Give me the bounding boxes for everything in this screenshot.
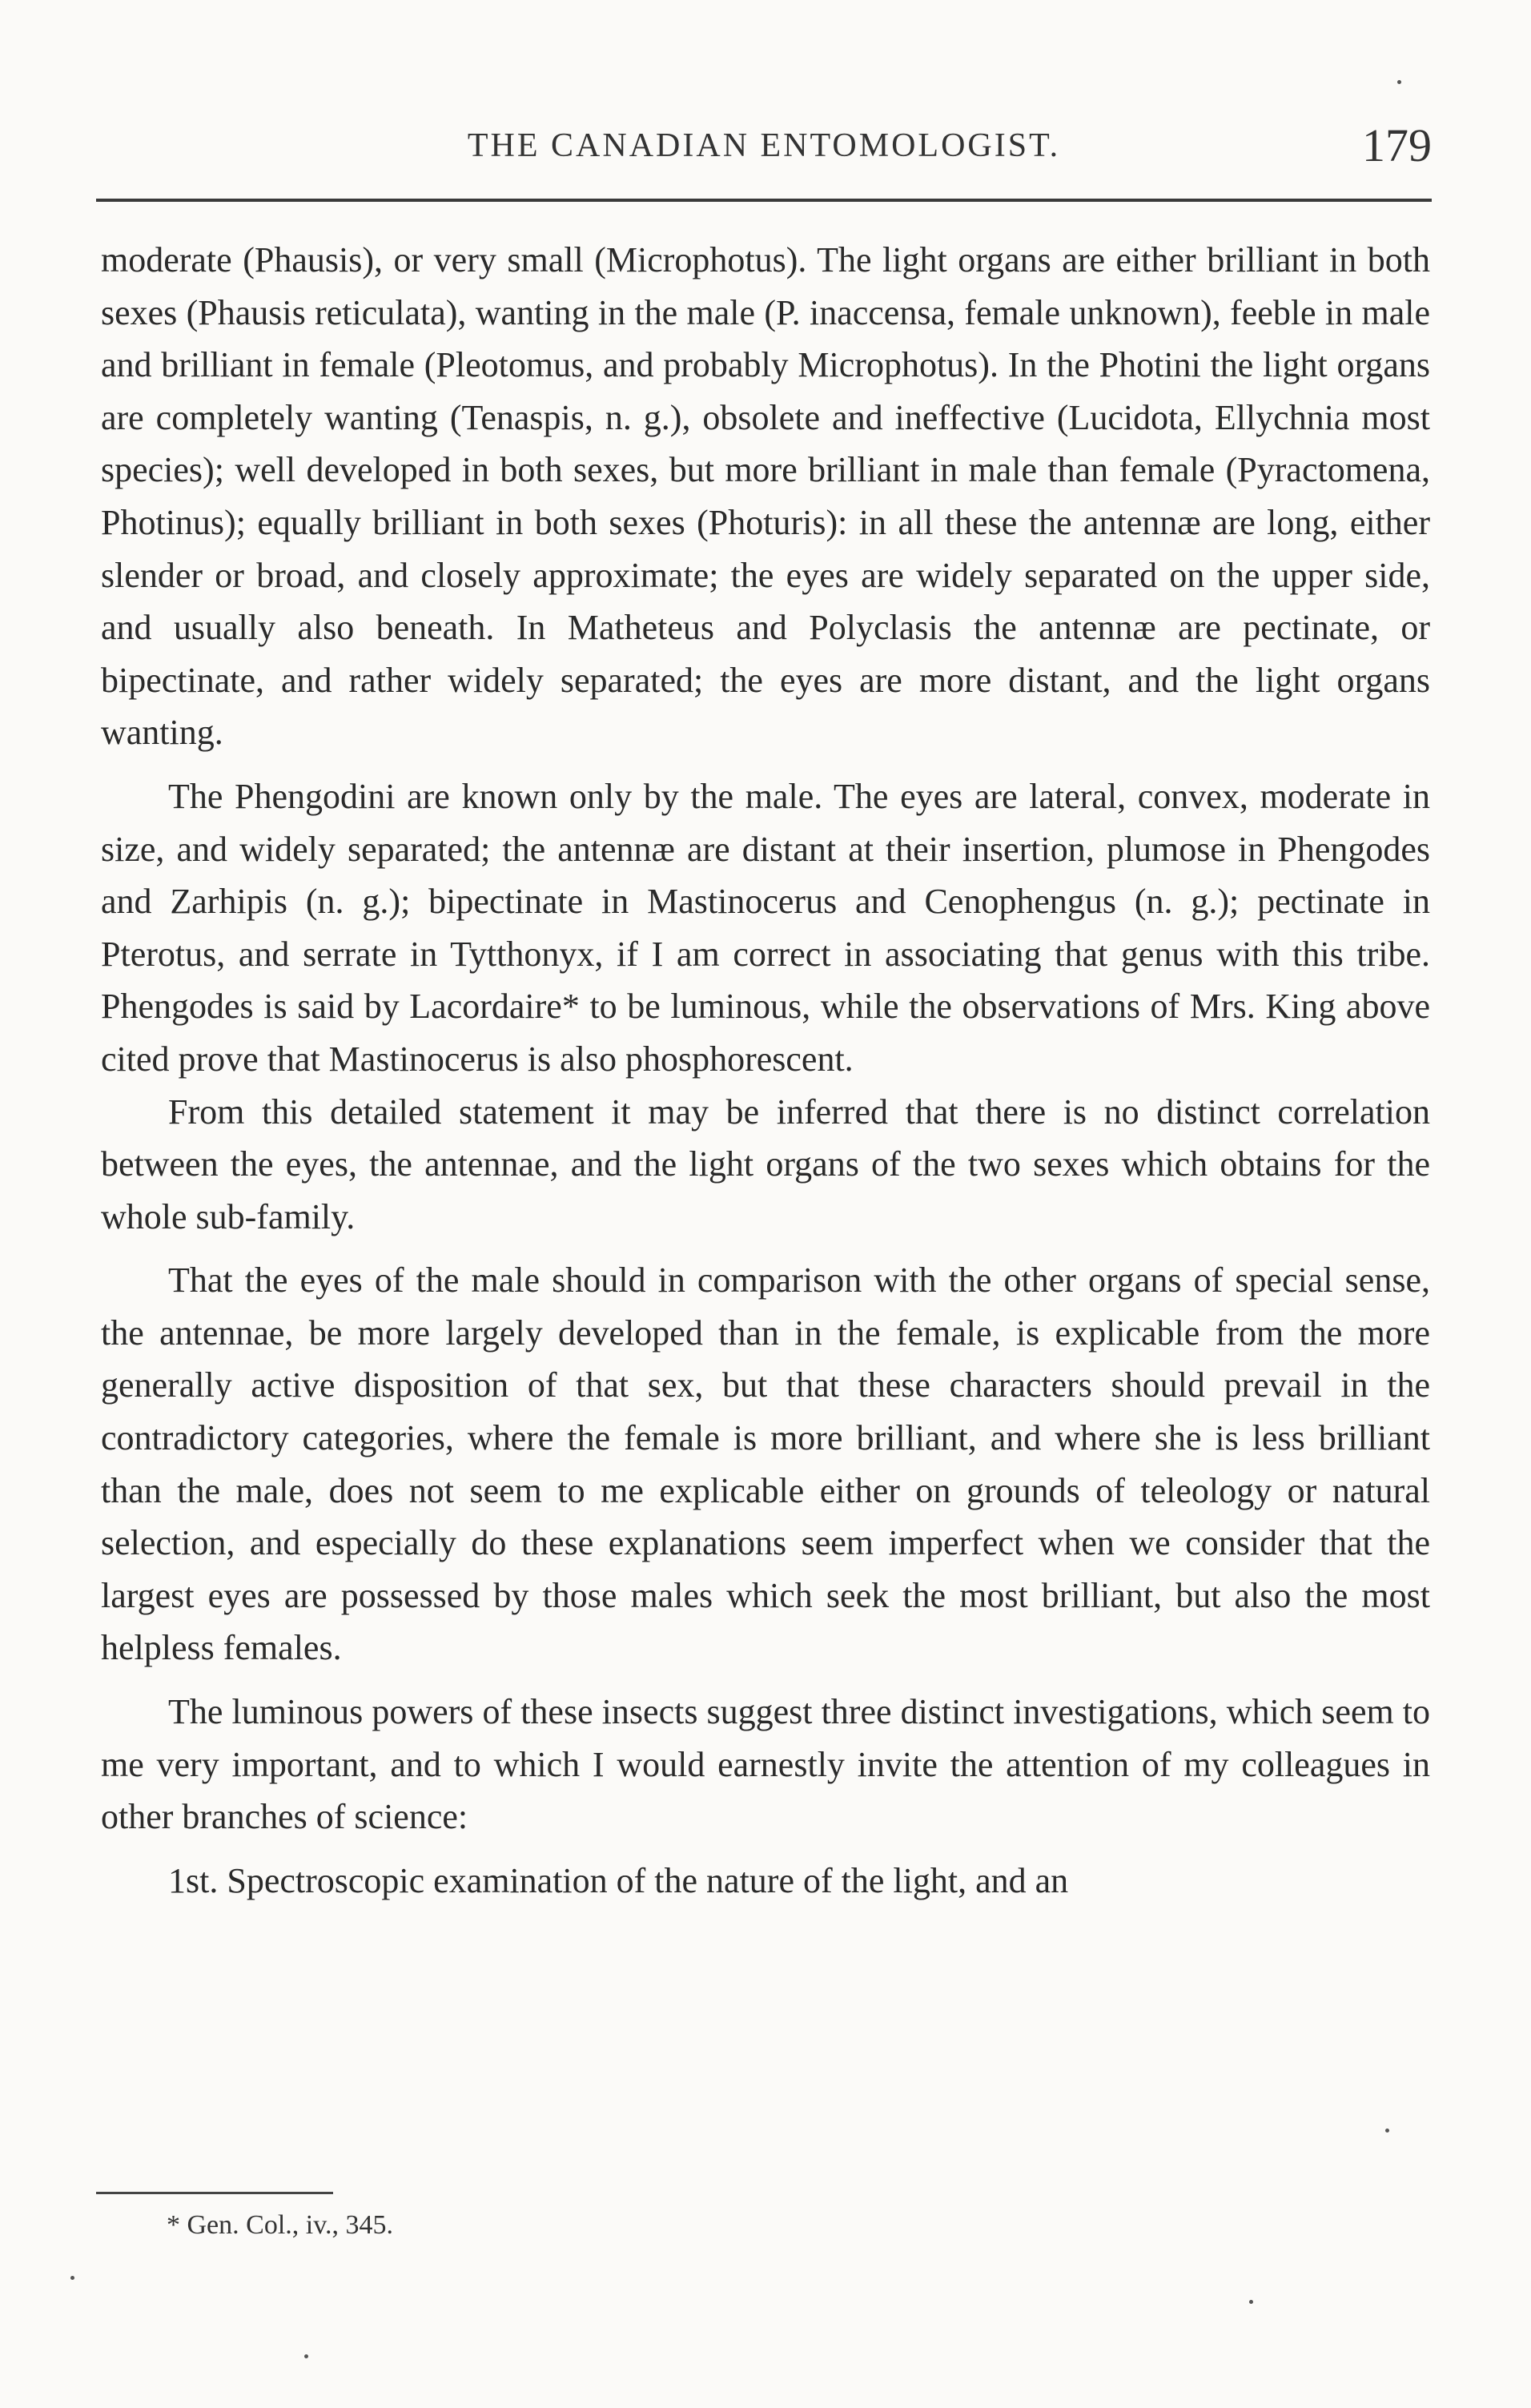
scan-speck [70, 2276, 74, 2280]
journal-title: THE CANADIAN ENTOMOLOGIST. [467, 127, 1061, 164]
footnote-rule [96, 2192, 333, 2194]
paragraph-photini: moderate (Phausis), or very small (Microphotus). The light organs are either brilliant in both sexes (Phausis reticulata), wanting in the male (P. inaccensa, female unknown), feeble in male and brilliant in female (Pleotomus, and probably Microphotus). In the Photini the light organs are completely wanting (Tenaspis, n. g.), obsolete and ineffective (Lucidota, Ellychnia most species); well developed in both sexes, but more brilliant in male than female (Pyractomena, Photinus); equally brilliant in both sexes (Photuris): in all these the antennæ are long, either slender or broad, and closely approximate; the eyes are widely separated on the upper side, and usually also beneath. In Matheteus and Polyclasis the antennæ are pectinate, or bipectinate, and rather widely separated; the eyes are more distant, and the light organs wanting. [101, 240, 1430, 753]
body-text [101, 234, 1430, 1907]
paragraph-correlation: From this detailed statement it may be inferred that there is no distinct correlation between the eyes, the antennae, and the light organs of the two sexes which obtains for the whole sub-family. [101, 1091, 1430, 1236]
paragraph-luminous-powers: The luminous powers of these insects suggest three distinct investigations, which seem to me very important, and to which I would earnestly invite the attention of my colleagues in other branches of science: [101, 1692, 1430, 1837]
header-rule [96, 199, 1432, 202]
scan-speck [1385, 2129, 1389, 2133]
page-number: 179 [1362, 119, 1432, 171]
scan-speck [1397, 80, 1401, 84]
paragraph-phengodini: The Phengodini are known only by the male. The eyes are lateral, convex, moderate in size, and widely separated; the antennæ are distant at their insertion, plumose in Phengodes and Zarhipis (n. g.); bipectinate in Mastinocerus and Cenophengus (n. g.); pectinate in Pterotus, and serrate in Tytthonyx, if I am correct in associating that genus with this tribe. Phengodes is said by Lacordaire* to be luminous, while the observations of Mrs. King above cited prove that Mastinocerus is also phosphorescent. [101, 776, 1430, 1079]
running-header [96, 119, 1432, 175]
scan-speck [304, 2354, 308, 2358]
paragraph-eyes: That the eyes of the male should in comparison with the other organs of special sense, the antennae, be more largely developed than in the female, is explicable from the more generally active disposition of that sex, but that these characters should prevail in the contradictory categories, where the female is more brilliant, and where she is less brilliant than the male, does not seem to me explicable either on grounds of teleology or natural selection, and especially do these explanations seem imperfect when we consider that the largest eyes are possessed by those males which seek the most brilliant, but also the most helpless females. [101, 1260, 1430, 1668]
footnote: * Gen. Col., iv., 345. [167, 2210, 394, 2240]
paragraph-spectroscopic: 1st. Spectroscopic examination of the nature of the light, and an [168, 1860, 1069, 1900]
scan-speck [1249, 2300, 1253, 2304]
